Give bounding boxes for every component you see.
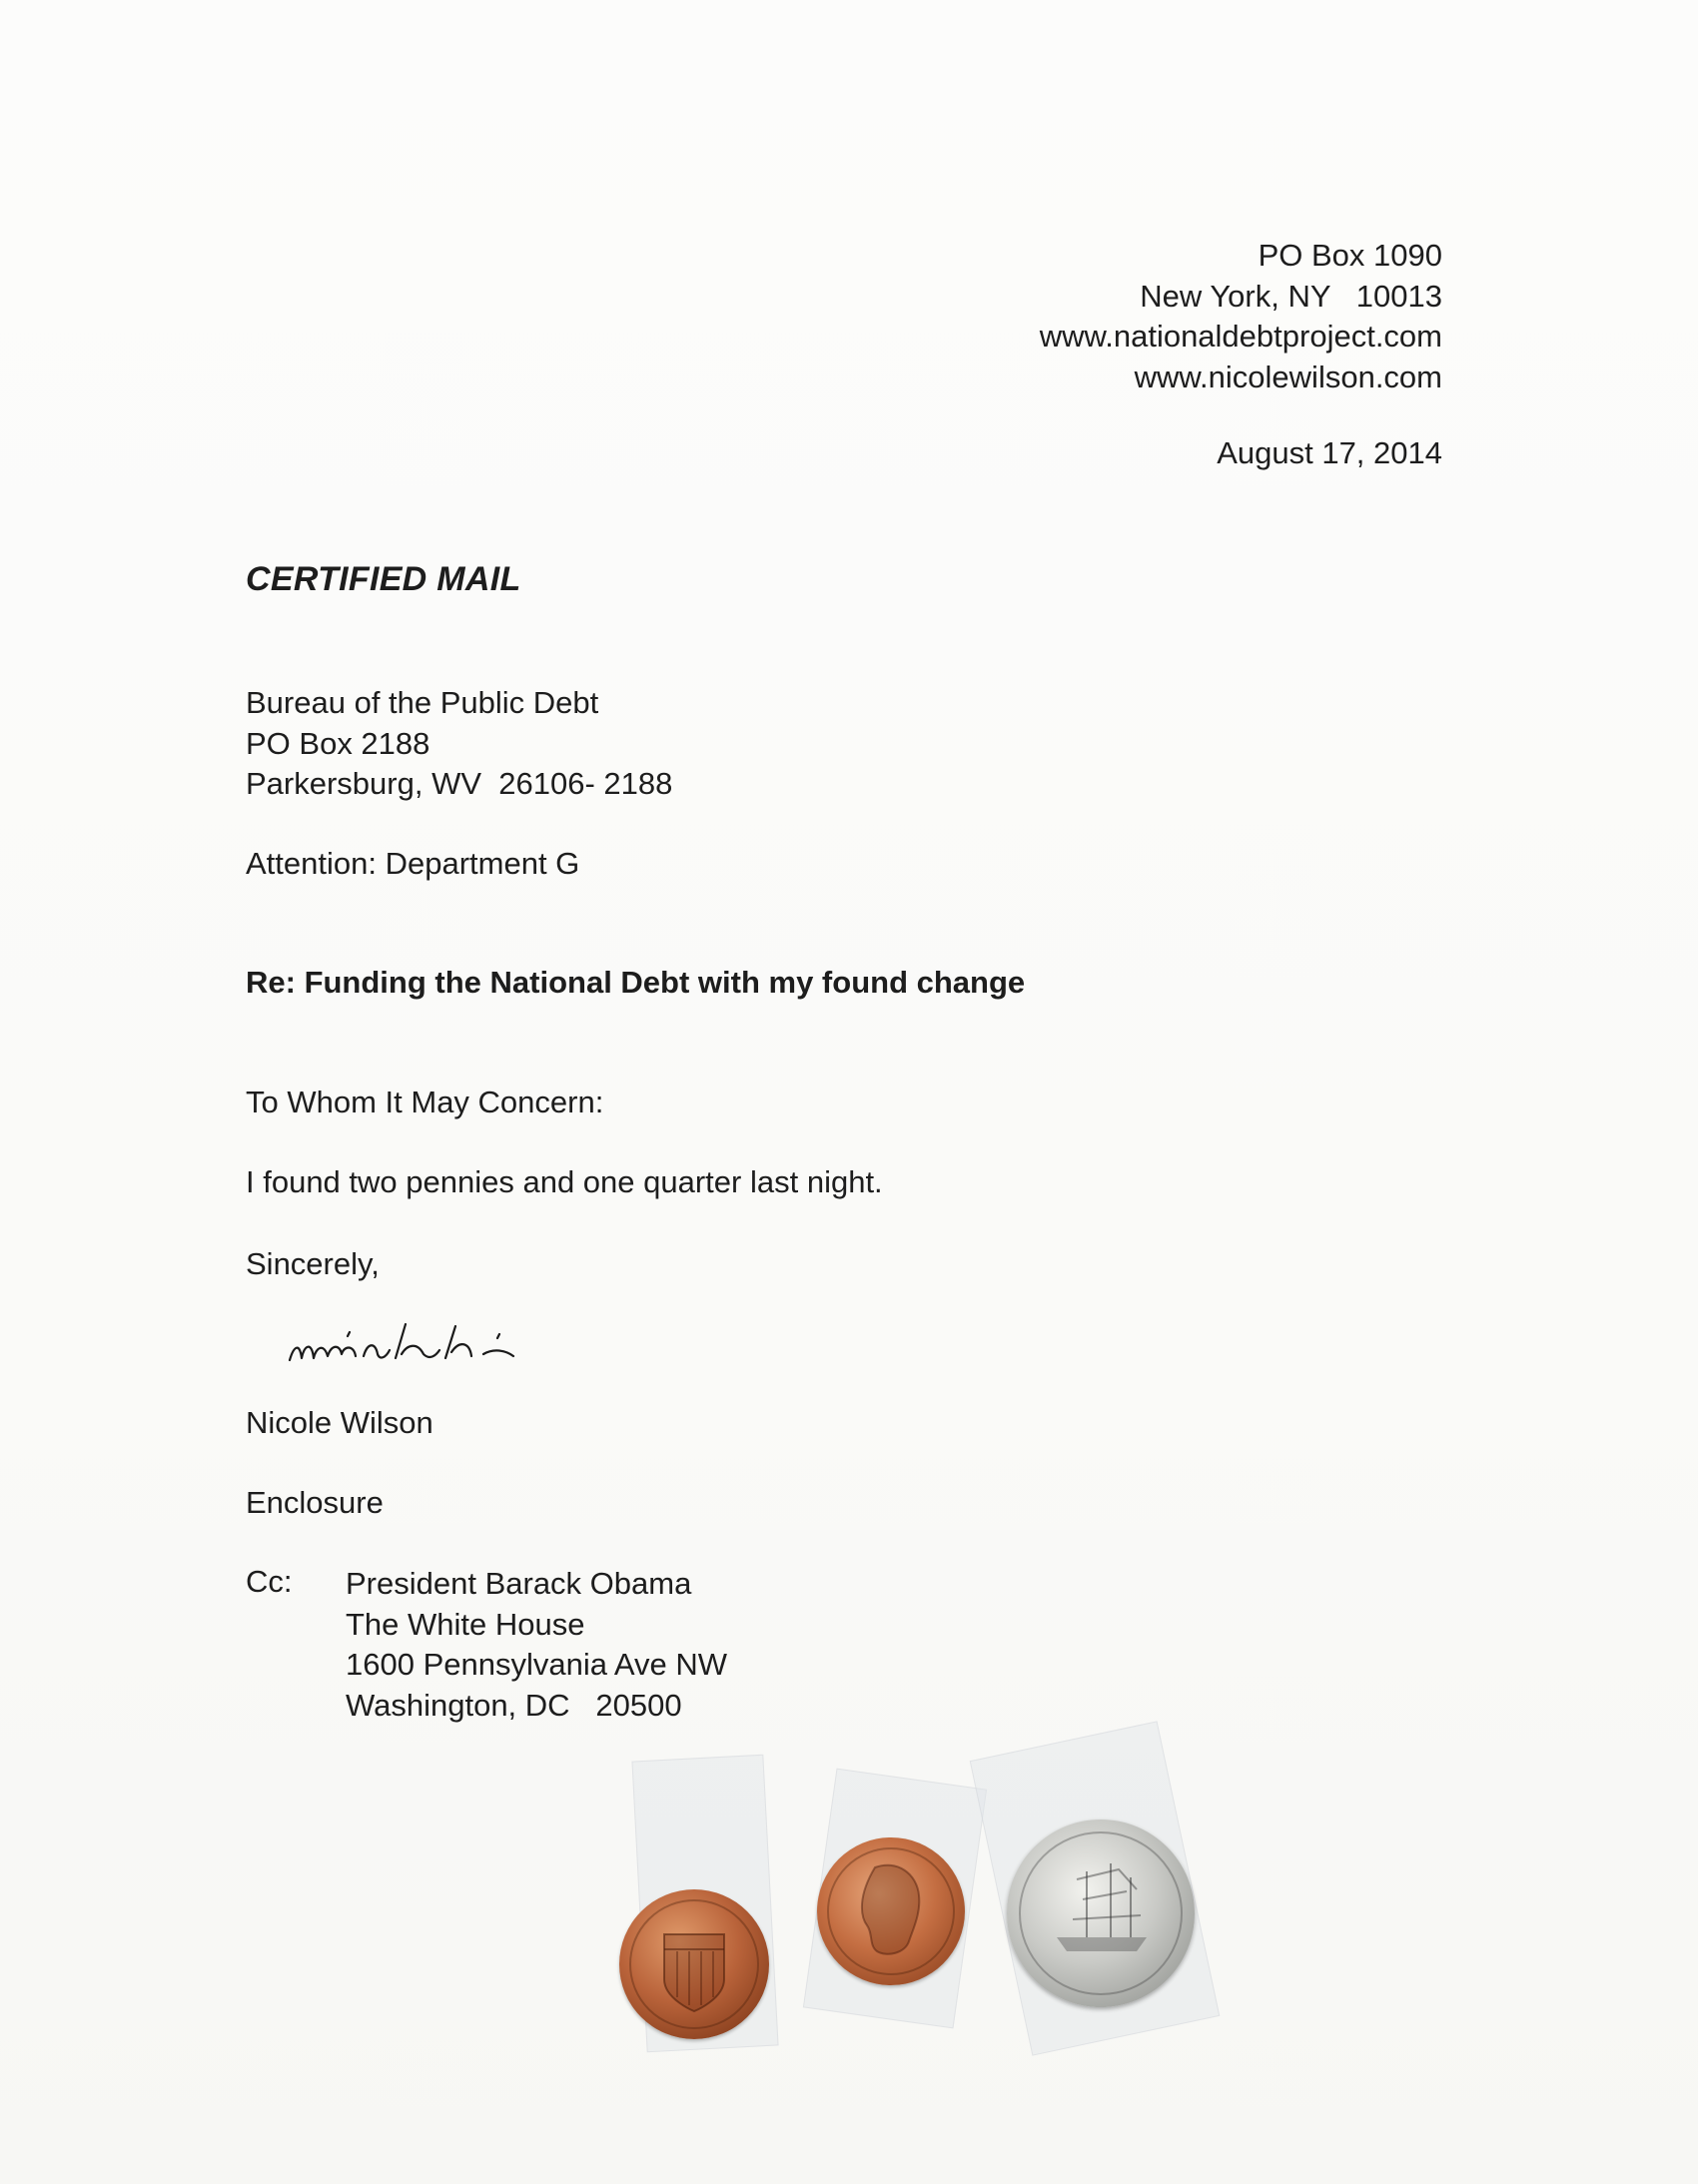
closing: Sincerely, [246, 1246, 380, 1281]
certified-mail-heading: CERTIFIED MAIL [246, 560, 521, 598]
sender-website-1: www.nationaldebtproject.com [1039, 319, 1442, 354]
cc-label: Cc: [246, 1564, 293, 1599]
salutation: To Whom It May Concern: [246, 1085, 604, 1119]
recipient-city-line: Parkersburg, WV 26106- 2188 [246, 766, 673, 801]
letter-body: I found two pennies and one quarter last night. [246, 1164, 883, 1199]
letter-date: August 17, 2014 [1217, 435, 1442, 470]
recipient-address [246, 683, 672, 805]
cc-line-3: 1600 Pennsylvania Ave NW [346, 1647, 727, 1682]
subject-line: Re: Funding the National Debt with my found change [246, 965, 1026, 1000]
virginia-quarter-coin [1007, 1820, 1195, 2007]
cc-line-4: Washington, DC 20500 [346, 1687, 682, 1723]
taped-coins [559, 1738, 1239, 2067]
sender-city-line: New York, NY 10013 [1140, 278, 1442, 314]
sender-address [1040, 236, 1442, 397]
penny-shield-coin [619, 1889, 769, 2039]
sender-website-2: www.nicolewilson.com [1134, 359, 1442, 394]
penny-lincoln-coin [817, 1837, 965, 1985]
handwritten-signature [284, 1298, 573, 1388]
recipient-po-box: PO Box 2188 [246, 725, 430, 761]
recipient-name: Bureau of the Public Debt [246, 685, 599, 720]
cc-line-1: President Barack Obama [346, 1566, 692, 1601]
sender-po-box: PO Box 1090 [1258, 238, 1442, 273]
signer-name: Nicole Wilson [246, 1405, 433, 1440]
enclosure-note: Enclosure [246, 1485, 384, 1520]
cc-address [346, 1564, 727, 1726]
attention-line: Attention: Department G [246, 846, 580, 881]
cc-line-2: The White House [346, 1606, 585, 1642]
